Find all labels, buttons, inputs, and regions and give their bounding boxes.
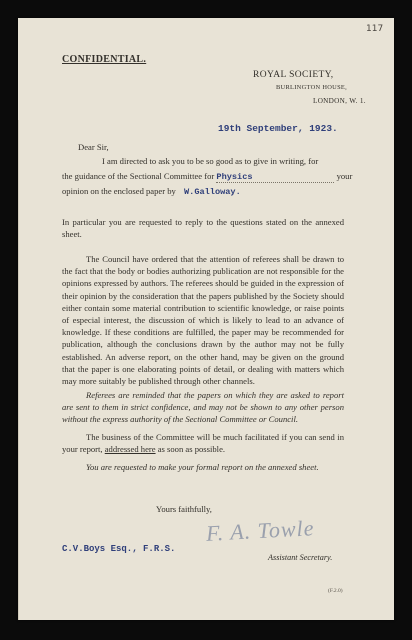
intro-line-2 xyxy=(62,171,352,183)
signatory-title: Assistant Secretary. xyxy=(268,553,333,562)
sender-city: LONDON, W. 1. xyxy=(313,97,366,105)
business-text-tail: as soon as possible. xyxy=(157,444,226,455)
addressed-here: addressed here xyxy=(104,444,156,455)
business-text-lead: The business of the Committee will be much facilitated if you can send in your report, xyxy=(62,432,344,455)
confidence-paragraph: Referees are reminded that the papers on which they are asked to report are sent to them in strict confidence, and may not be shown to any other person without the express authority of the Sectional Committee or Council. xyxy=(62,390,344,425)
fold-edge xyxy=(18,120,19,620)
business-paragraph xyxy=(62,431,344,455)
intro-line-1: I am directed to ask you to be so good as to give in writing, for xyxy=(102,156,319,166)
intro-line-3 xyxy=(62,186,241,197)
annexed-paragraph: In particular you are requested to reply to the questions stated on the annexed sheet. xyxy=(62,217,344,240)
confidential-heading: CONFIDENTIAL. xyxy=(62,54,147,65)
intro-line-2-lead: the guidance of the Sectional Committee for xyxy=(62,171,215,181)
formal-report-note: You are requested to make your formal report on the annexed sheet. xyxy=(86,462,319,472)
letter-date: 19th September, 1923. xyxy=(218,123,338,134)
sender-org: ROYAL SOCIETY, xyxy=(253,70,334,80)
author-name: W.Galloway. xyxy=(184,187,241,197)
committee-name: Physics xyxy=(216,172,253,182)
sender-building: BURLINGTON HOUSE, xyxy=(276,84,348,91)
closing: Yours faithfully, xyxy=(156,504,212,514)
council-paragraph: The Council have ordered that the attention of referees shall be drawn to the fact that the body or bodies authorizing publication are not responsible for the opinions expressed by authors. The referees should be guided in the expression of their opinion by the consideration that the papers published by the Society should either contain some material contribution to scientific knowledge, or raise points of especial interest, the discussion of which is likely to lead to an advance of knowledge. If these conditions are fulfilled, the paper may be recommended for publication, although the conclusions drawn by the author may not be fully established. An adverse report, on the other hand, may be given on the ground that the paper is one elaborating points of detail, or dealing with matters which may more suitably be published through other channels. xyxy=(62,254,344,387)
recipient: C.V.Boys Esq., F.R.S. xyxy=(62,544,176,554)
salutation: Dear Sir, xyxy=(78,142,109,152)
intro-line-2-tail: your xyxy=(336,171,353,181)
folio-number: 117 xyxy=(366,24,384,34)
form-code: (F.2.0) xyxy=(328,588,343,594)
committee-blank xyxy=(216,171,334,183)
intro-line-3-lead: opinion on the enclosed paper by xyxy=(62,186,176,196)
signature: F. A. Towle xyxy=(205,515,315,546)
